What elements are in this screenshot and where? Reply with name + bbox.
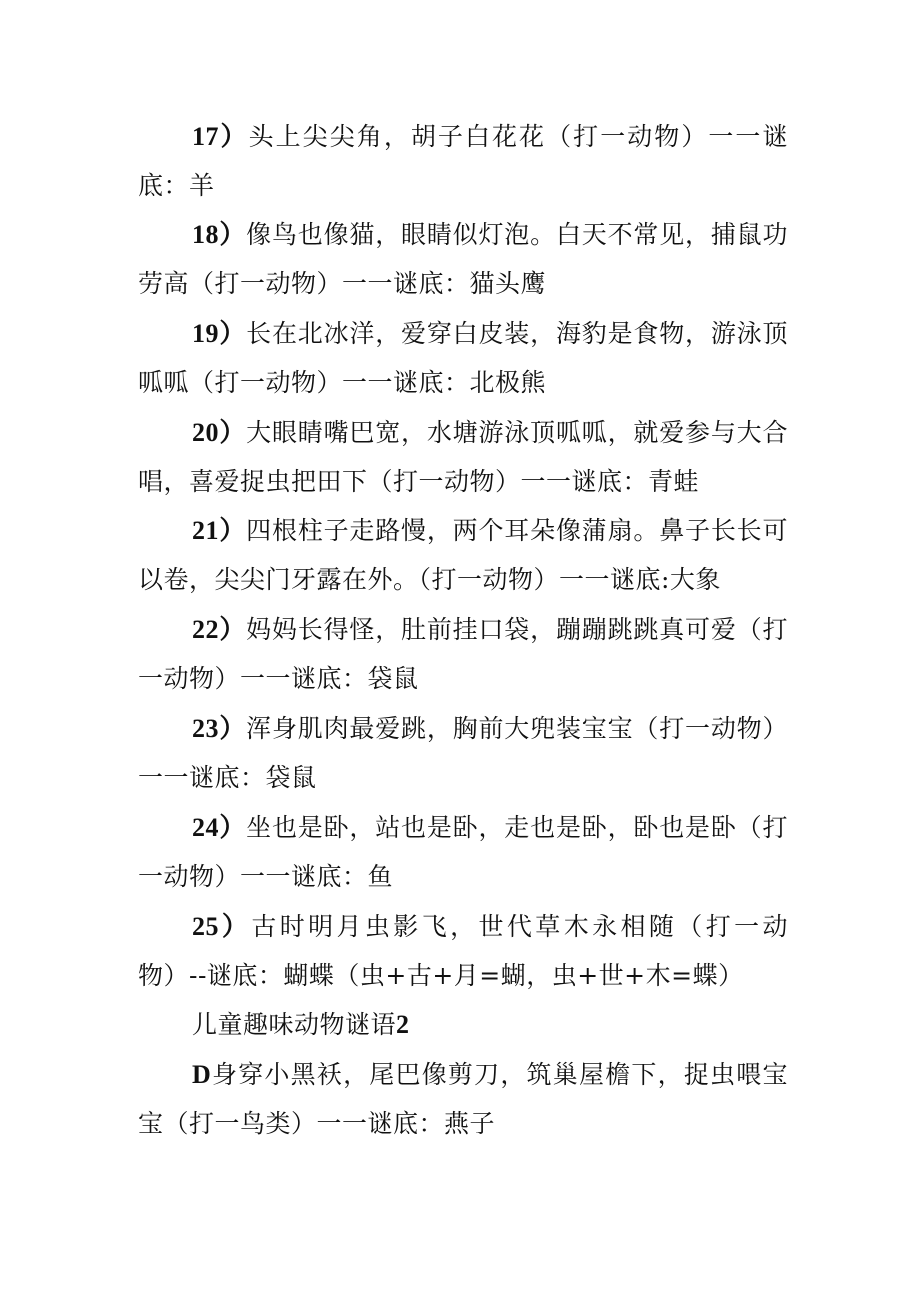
riddle-number: 22） xyxy=(192,615,247,644)
riddle-20 xyxy=(138,408,788,506)
riddle-number: 24） xyxy=(192,813,247,842)
riddle-text: 坐也是卧，站也是卧，走也是卧，卧也是卧（打一动物）一一谜底：鱼 xyxy=(138,813,788,891)
riddle-number: 17） xyxy=(192,122,249,151)
riddle-24 xyxy=(138,803,788,901)
riddle-17 xyxy=(138,112,788,210)
section-heading-text: 儿童趣味动物谜语 xyxy=(192,1010,397,1039)
riddle-number: 18） xyxy=(192,220,247,249)
riddle-number: 25） xyxy=(192,912,252,941)
riddle-text: 大眼睛嘴巴宽，水塘游泳顶呱呱，就爱参与大合唱，喜爱捉虫把田下（打一动物）一一谜底：青蛙 xyxy=(138,418,788,496)
riddle-text: 身穿小黑袄，尾巴像剪刀，筑巢屋檐下，捉虫喂宝宝（打一鸟类）一一谜底：燕子 xyxy=(138,1060,788,1138)
section-heading xyxy=(192,1000,410,1049)
riddle-number: 20） xyxy=(192,418,247,447)
riddle-23 xyxy=(138,704,788,802)
riddle-number: 23） xyxy=(192,714,247,743)
section-heading-number: 2 xyxy=(396,1010,410,1039)
riddle-19 xyxy=(138,309,788,407)
bird-riddle xyxy=(138,1050,788,1148)
riddle-text: 四根柱子走路慢，两个耳朵像蒲扇。鼻子长长可以卷，尖尖门牙露在外。（打一动物）一一谜底:大象 xyxy=(138,516,788,594)
riddle-text: 像鸟也像猫，眼睛似灯泡。白天不常见，捕鼠功劳高（打一动物）一一谜底：猫头鹰 xyxy=(138,220,788,298)
riddle-text: 浑身肌肉最爱跳，胸前大兜装宝宝（打一动物）一一谜底：袋鼠 xyxy=(138,714,788,792)
riddle-lead-letter: D xyxy=(192,1060,212,1089)
riddle-number: 21） xyxy=(192,516,247,545)
riddle-number: 19） xyxy=(192,319,247,348)
riddle-text: 头上尖尖角，胡子白花花（打一动物）一一谜底：羊 xyxy=(138,122,788,200)
riddle-22 xyxy=(138,605,788,703)
riddle-text: 长在北冰洋，爱穿白皮装，海豹是食物，游泳顶呱呱（打一动物）一一谜底：北极熊 xyxy=(138,319,788,397)
riddle-21 xyxy=(138,506,788,604)
riddle-25 xyxy=(138,902,788,1000)
riddle-18 xyxy=(138,210,788,308)
riddle-text: 古时明月虫影飞，世代草木永相随（打一动物）--谜底：蝴蝶（虫+古+月=蝴，虫+世+木=蝶） xyxy=(138,912,788,990)
riddle-text: 妈妈长得怪，肚前挂口袋，蹦蹦跳跳真可爱（打一动物）一一谜底：袋鼠 xyxy=(138,615,788,693)
